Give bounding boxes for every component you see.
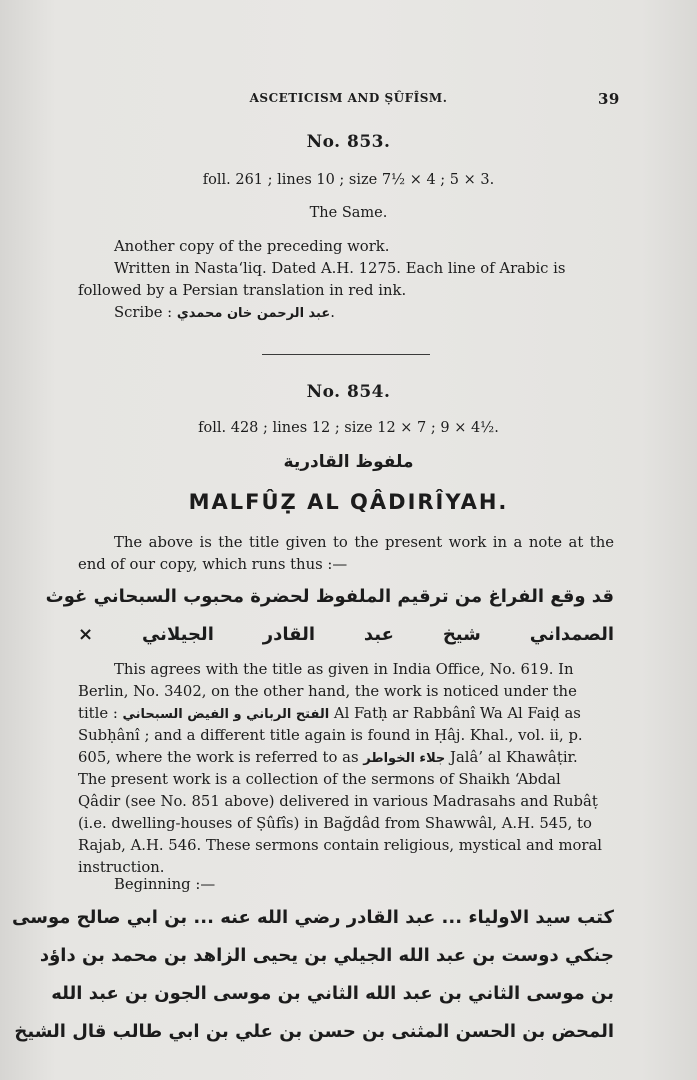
beginning-arabic-line-1: كتب سيد الاولياء ... عبد القادر رضي الله عنه ... بن ابي صالح موسى [12, 907, 614, 928]
beginning-label-block [78, 874, 614, 896]
para2-line-7: Qâdir (see No. 851 above) delivered in various Madrasahs and Rubâṭ [78, 793, 598, 810]
colophon-arabic-line-1: قد وقع الفراغ من ترقيم الملفوظ لحضرة محبوب السبحاني غوث [45, 586, 614, 607]
entry-854-intro: The above is the title given to the present work in a note at the end of our copy, which runs thus :— [78, 534, 614, 573]
beginning-label: Beginning :— [114, 876, 216, 893]
para2-line-4: Subḥânî ; and a different title again is found in Ḥâj. Khal., vol. ii, p. [78, 727, 583, 744]
scribe-arabic: عبد الرحمن خان محمدي [176, 306, 331, 321]
entry-854-number: No. 854. [306, 382, 391, 402]
para2-line-5-start: 605, where the work is referred to as [78, 749, 364, 766]
beginning-arabic-line-4: المحض بن الحسن المثنى بن حسن بن علي بن ابي طالب قال الشيخ [14, 1021, 614, 1042]
entry-853-scribe [78, 302, 614, 324]
entry-853-collation: foll. 261 ; lines 10 ; size 7½ × 4 ; 5 × 3. [202, 172, 495, 188]
entry-853-line-3: followed by a Persian translation in red ink. [78, 282, 407, 299]
entry-853-number: No. 853. [306, 132, 391, 152]
para2-line-3-end: Al Fatḥ ar Rabbânî Wa Al Faiḍ as [329, 705, 581, 722]
para2-line-3-arabic: الفتح الرباني و الفيض السبحاني [122, 707, 330, 722]
para2-line-5 [78, 747, 614, 769]
page-number: 39 [598, 90, 620, 108]
para2-line-3 [78, 703, 614, 725]
scribe-end: . [330, 304, 335, 321]
entry-853-body [78, 236, 614, 324]
beginning-arabic-line-3: بن موسى الثاني بن عبد الله الثاني بن موسى الجون بن عبد الله [51, 983, 614, 1004]
para2-line-6: The present work is a collection of the sermons of Shaikh ‘Abdal [78, 771, 561, 788]
entry-853-title: The Same. [309, 205, 388, 221]
running-title: ASCETICISM AND ṢÛFÎSM. [249, 91, 448, 105]
entry-854-title: MALFÛẒ AL QÂDIRÎYAH. [188, 490, 509, 514]
entry-854-arabic-title: ملفوظ القادرية [283, 452, 414, 472]
section-divider [262, 354, 430, 355]
para2-line-9: Rajab, A.H. 546. These sermons contain religious, mystical and moral [78, 837, 603, 854]
scribe-label: Scribe : [114, 304, 177, 321]
para2-line-2: Berlin, No. 3402, on the other hand, the work is noticed under the [78, 683, 577, 700]
entry-853-line-2: Written in Nasta‘liq. Dated A.H. 1275. Each line of Arabic is [114, 260, 566, 277]
para2-line-1: This agrees with the title as given in India Office, No. 619. In [114, 661, 574, 678]
para2-line-5-end: Jalâ’ al Khawâṭir. [445, 749, 578, 766]
para2-line-10: instruction. [78, 859, 165, 876]
beginning-arabic-line-2: جنكي دوست بن عبد الله الجيلي بن يحيى الزاهد بن محمد بن داؤد [39, 945, 614, 966]
para2-line-8: (i.e. dwelling-houses of Ṣûfîs) in Bağdâd from Shawwâl, A.H. 545, to [78, 815, 592, 832]
para2-line-3-start: title : [78, 705, 123, 722]
entry-854-para-2 [78, 659, 614, 879]
entry-854-collation: foll. 428 ; lines 12 ; size 12 × 7 ; 9 × 4½. [198, 420, 499, 436]
entry-853-line-1: Another copy of the preceding work. [114, 238, 390, 255]
colophon-arabic-line-2: الصمداني شيخ عبد القادر الجيلاني × [78, 624, 614, 645]
para2-line-5-arabic: جلاء الخواطر [363, 751, 446, 766]
